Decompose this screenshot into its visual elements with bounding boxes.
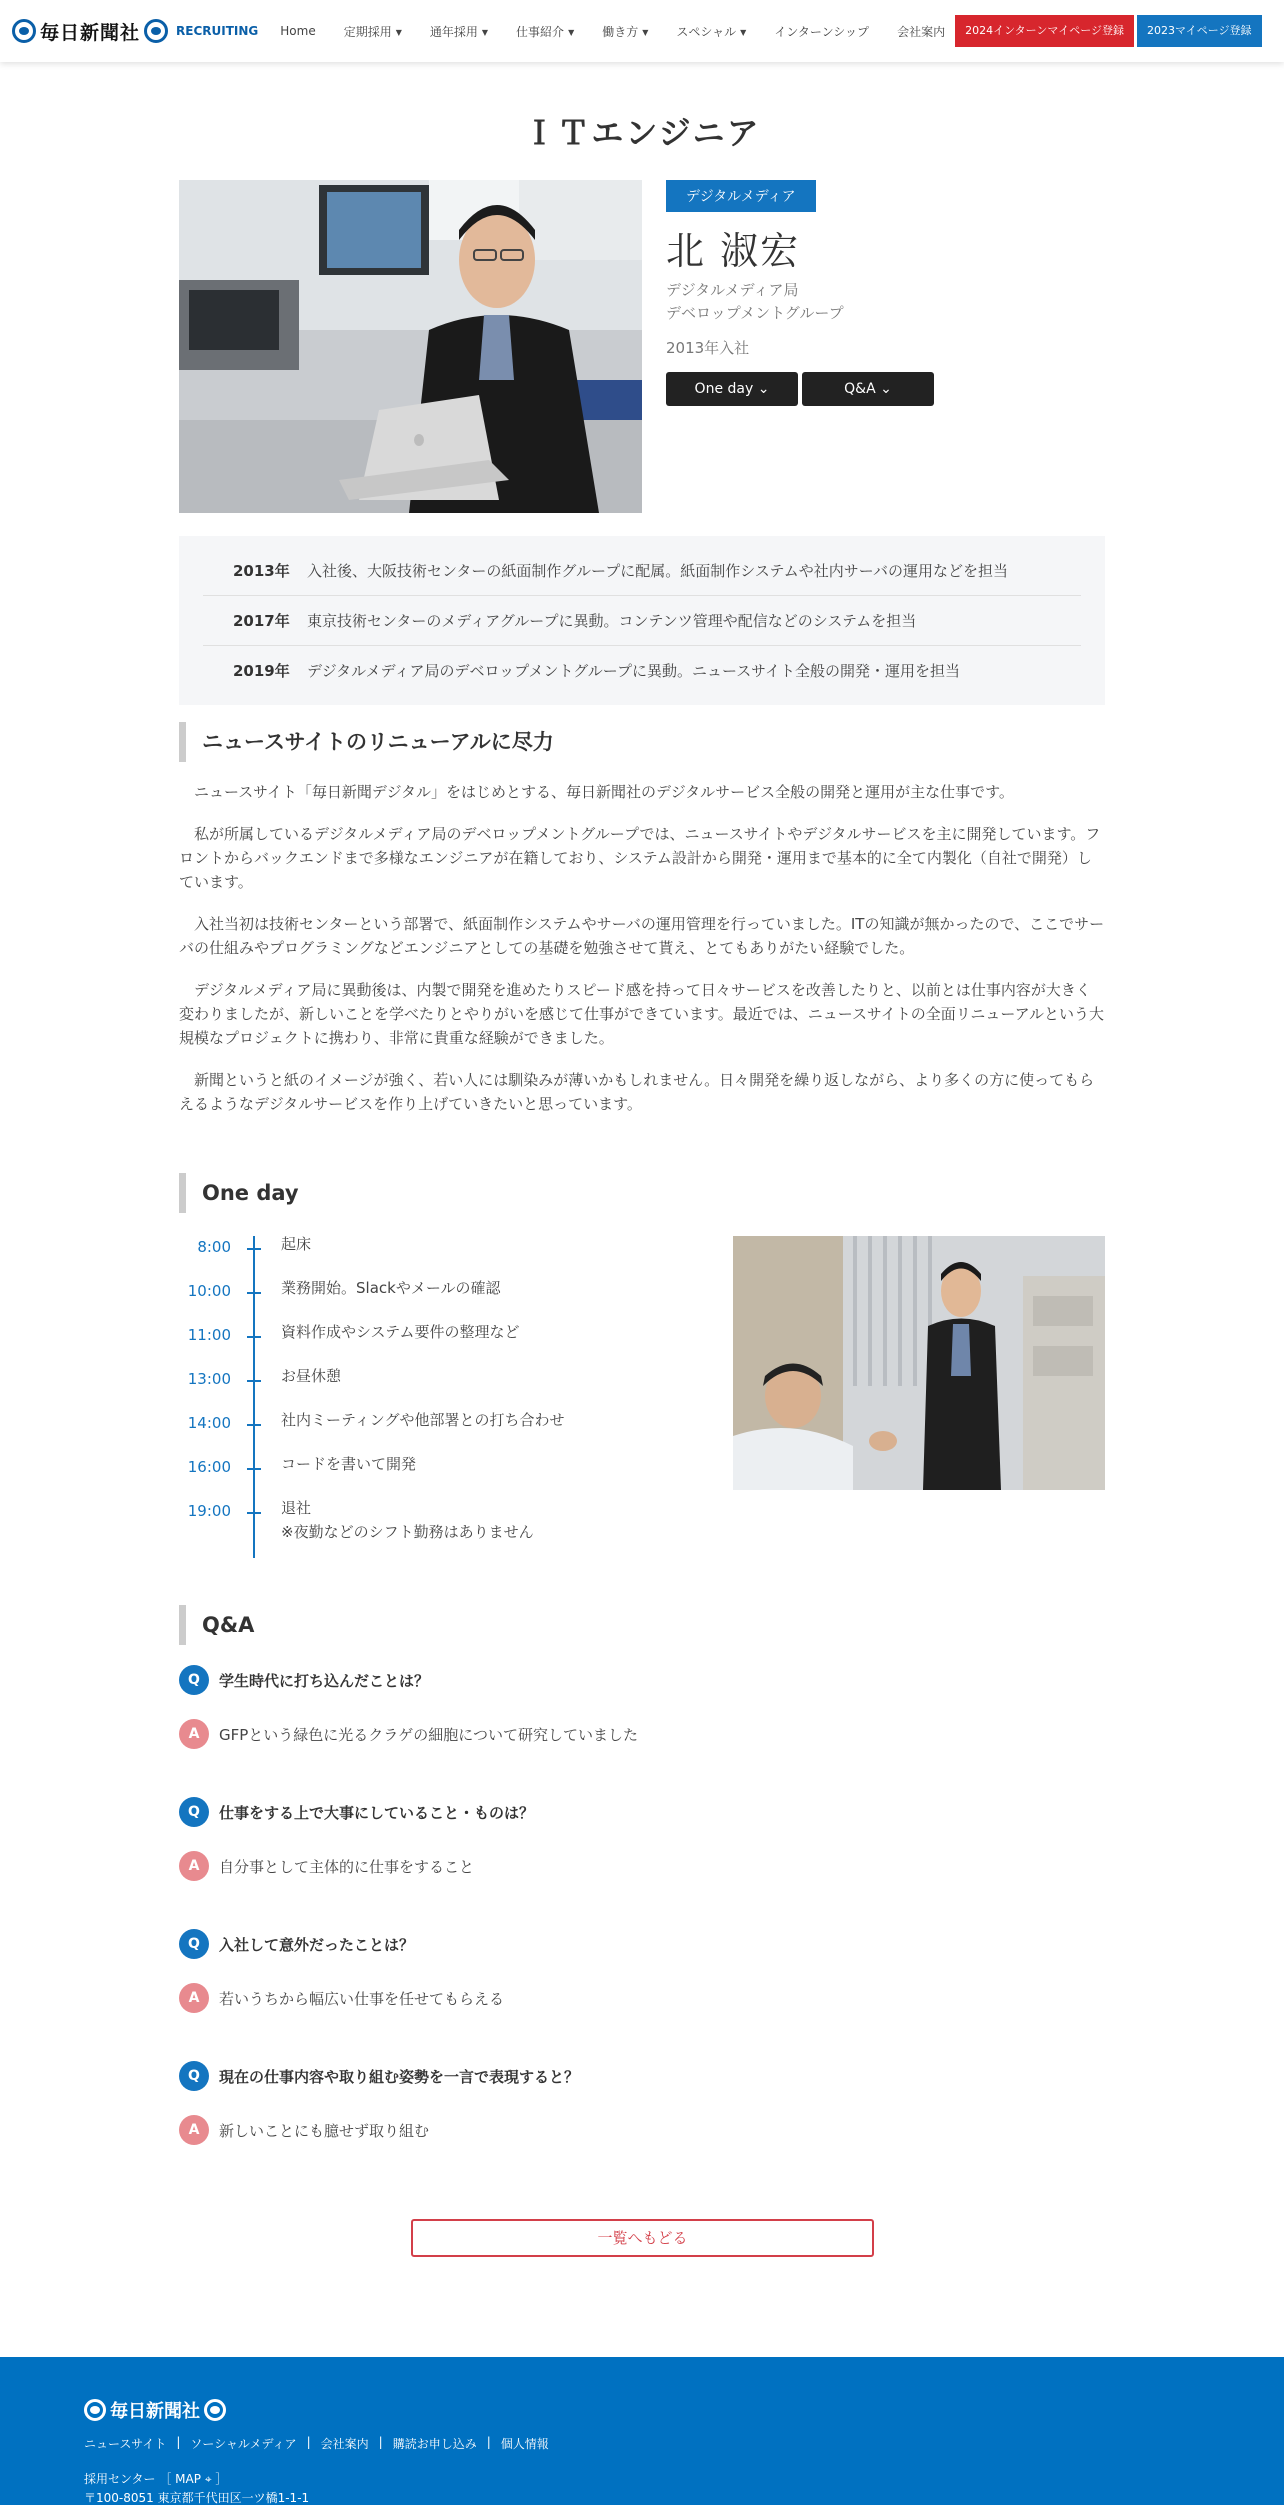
qa-item bbox=[179, 1928, 1105, 2060]
footer-contact bbox=[84, 2470, 1284, 2508]
answer-row bbox=[179, 1982, 1105, 2014]
answer-icon: A bbox=[179, 1983, 209, 2013]
timeline-tick bbox=[247, 1468, 261, 1470]
timeline-time: 19:00 bbox=[187, 1502, 231, 1520]
timeline-row bbox=[179, 1494, 679, 1554]
department-line-2: デベロップメントグループ bbox=[666, 304, 844, 322]
footer-links bbox=[84, 2435, 1284, 2452]
answer-row bbox=[179, 2114, 1105, 2146]
career-text: デジタルメディア局のデベロップメントグループに異動。ニュースサイト全般の開発・運用を担当 bbox=[307, 662, 960, 680]
footer-separator: | bbox=[486, 2435, 491, 2449]
nav-item-special[interactable]: スペシャル ▼ bbox=[676, 24, 747, 39]
article-body bbox=[179, 780, 1105, 1134]
nav-menu bbox=[280, 15, 1261, 47]
article-paragraph: 私が所属しているデジタルメディア局のデベロップメントグループでは、ニュースサイトやデジタルサービスを主に開発しています。フロントからバックエンドまで多様なエンジニアが在籍しており、システム設計から開発・運用まで基本的に全て内製化（自社で開発）しています。 bbox=[179, 825, 1101, 891]
answer-icon: A bbox=[179, 2115, 209, 2145]
profile-info bbox=[666, 180, 1106, 406]
logo-eye-icon bbox=[12, 19, 36, 43]
timeline-tick bbox=[247, 1424, 261, 1426]
timeline-text: 業務開始。Slackやメールの確認 bbox=[281, 1279, 501, 1297]
footer-address: 〒100-8051 東京都千代田区一ツ橋1-1-1 bbox=[84, 2491, 310, 2505]
footer-separator: | bbox=[378, 2435, 383, 2449]
footer-link-social[interactable]: ソーシャルメディア bbox=[190, 2437, 297, 2451]
nav-item-home[interactable]: Home bbox=[280, 24, 316, 38]
footer-link-subscribe[interactable]: 購読お申し込み bbox=[392, 2437, 477, 2451]
recruit-center-line: 採用センター ［ MAP ⌖ ］ bbox=[84, 2472, 228, 2486]
question-icon: Q bbox=[179, 1665, 209, 1695]
chevron-down-icon: ▼ bbox=[642, 27, 649, 37]
chevron-down-icon: ⌄ bbox=[880, 381, 892, 397]
chevron-down-icon: ⌄ bbox=[757, 381, 770, 397]
question-icon: Q bbox=[179, 2061, 209, 2091]
answer-row bbox=[179, 1718, 1105, 1750]
intern-mypage-button[interactable]: 2024インターンマイページ登録 bbox=[955, 15, 1134, 47]
answer-text: 若いうちから幅広い仕事を任せてもらえる bbox=[219, 1989, 505, 2008]
recruit-center-label: 採用センター bbox=[84, 2472, 156, 2486]
timeline-time: 10:00 bbox=[187, 1282, 231, 1300]
qa-jump-button[interactable]: Q&A ⌄ bbox=[802, 372, 934, 406]
department-line-1: デジタルメディア局 bbox=[666, 281, 799, 299]
footer-link-privacy[interactable]: 個人情報 bbox=[500, 2437, 549, 2451]
answer-text: GFPという緑色に光るクラゲの細胞について研究していました bbox=[219, 1725, 638, 1744]
answer-row bbox=[179, 1850, 1105, 1882]
logo-eye-icon bbox=[84, 2399, 106, 2421]
logo-eye-icon-right bbox=[144, 19, 168, 43]
answer-text: 新しいことにも臆せず取り組む bbox=[219, 2121, 430, 2140]
career-row bbox=[203, 546, 1081, 596]
timeline-row bbox=[179, 1406, 679, 1450]
person-department bbox=[666, 279, 1106, 325]
timeline-row bbox=[179, 1230, 679, 1274]
footer-separator: | bbox=[306, 2435, 311, 2449]
jump-buttons bbox=[666, 372, 1106, 406]
question-row bbox=[179, 1796, 1105, 1828]
career-text: 東京技術センターのメディアグループに異動。コンテンツ管理や配信などのシステムを担当 bbox=[307, 612, 917, 630]
timeline-time: 8:00 bbox=[197, 1238, 231, 1256]
timeline-row bbox=[179, 1362, 679, 1406]
career-row bbox=[203, 596, 1081, 646]
joined-year: 2013年入社 bbox=[666, 339, 750, 357]
timeline-time: 14:00 bbox=[187, 1414, 231, 1432]
nav-item-company[interactable]: 会社案内 bbox=[897, 24, 946, 39]
question-icon: Q bbox=[179, 1929, 209, 1959]
person-name: 北 淑宏 bbox=[666, 229, 801, 273]
logo-recruiting: RECRUITING bbox=[176, 24, 259, 38]
timeline-tick bbox=[247, 1336, 261, 1338]
timeline-text: コードを書いて開発 bbox=[281, 1455, 417, 1473]
timeline-text: お昼休憩 bbox=[281, 1367, 342, 1385]
department-badge: デジタルメディア bbox=[666, 180, 816, 212]
mypage-register-button[interactable]: 2023マイページ登録 bbox=[1137, 15, 1262, 47]
answer-icon: A bbox=[179, 1851, 209, 1881]
timeline-row bbox=[179, 1318, 679, 1362]
oneday-timeline bbox=[179, 1230, 679, 1554]
timeline-row bbox=[179, 1450, 679, 1494]
timeline-tick bbox=[247, 1248, 261, 1250]
profile-photo bbox=[179, 180, 642, 513]
question-text: 仕事をする上で大事にしていること・ものは？ bbox=[219, 1803, 535, 1822]
question-text: 現在の仕事内容や取り組む姿勢を一言で表現すると？ bbox=[219, 2067, 580, 2086]
nav-item-regular-hiring[interactable]: 定期採用 ▼ bbox=[343, 24, 402, 39]
map-pin-icon: ⌖ bbox=[204, 2472, 212, 2486]
career-year: 2019年 bbox=[233, 662, 290, 680]
chevron-down-icon: ▼ bbox=[395, 27, 402, 37]
article-heading: ニュースサイトのリニューアルに尽力 bbox=[179, 722, 554, 762]
timeline-note: ※夜勤などのシフト勤務はありません bbox=[281, 1523, 534, 1541]
timeline-tick bbox=[247, 1292, 261, 1294]
qa-heading: Q&A bbox=[179, 1605, 254, 1645]
oneday-heading: One day bbox=[179, 1173, 299, 1213]
timeline-tick bbox=[247, 1512, 261, 1514]
timeline-time: 13:00 bbox=[187, 1370, 231, 1388]
question-text: 学生時代に打ち込んだことは？ bbox=[219, 1671, 430, 1690]
timeline-tick bbox=[247, 1380, 261, 1382]
qa-item bbox=[179, 2060, 1105, 2192]
question-text: 入社して意外だったことは？ bbox=[219, 1935, 415, 1954]
map-link[interactable]: MAP bbox=[175, 2472, 201, 2486]
timeline-time: 16:00 bbox=[187, 1458, 231, 1476]
career-history bbox=[179, 536, 1105, 705]
nav-item-year-round-hiring[interactable]: 通年採用 ▼ bbox=[429, 24, 489, 39]
nav-item-internship[interactable]: インターンシップ bbox=[774, 24, 870, 39]
article-paragraph: デジタルメディア局に異動後は、内製で開発を進めたりスピード感を持って日々サービスを改善したりと、以前とは仕事内容が大きく変わりましたが、新しいことを学べたりとやりがいを感じて仕事ができています。最近では、ニュースサイトの全面リニューアルという大規模なプロジェクトに携わり、非常に貴重な経験ができました。 bbox=[179, 981, 1105, 1047]
timeline-text: 社内ミーティングや他部署との打ち合わせ bbox=[281, 1411, 565, 1429]
chevron-down-icon: ▼ bbox=[481, 27, 489, 37]
career-year: 2013年 bbox=[233, 562, 290, 580]
site-logo[interactable] bbox=[12, 18, 258, 45]
career-year: 2017年 bbox=[233, 612, 290, 630]
qa-list bbox=[179, 1664, 1105, 2192]
footer-link-company[interactable]: 会社案内 bbox=[320, 2437, 369, 2451]
logo-eye-icon-right bbox=[204, 2399, 226, 2421]
article-paragraph: ニュースサイト「毎日新聞デジタル」をはじめとする、毎日新聞社のデジタルサービス全般の開発と運用が主な仕事です。 bbox=[194, 783, 1014, 801]
footer-logo[interactable] bbox=[84, 2397, 1284, 2423]
nav-item-workstyle[interactable]: 働き方 ▼ bbox=[602, 24, 649, 39]
timeline-text bbox=[281, 1494, 534, 1554]
footer-link-news[interactable]: ニュースサイト bbox=[84, 2437, 167, 2451]
site-footer bbox=[0, 2357, 1284, 2505]
chevron-down-icon: ▼ bbox=[740, 27, 747, 37]
chevron-down-icon: ▼ bbox=[568, 27, 575, 37]
logo-text: 毎日新聞社 bbox=[40, 21, 141, 44]
qa-item bbox=[179, 1664, 1105, 1796]
question-row bbox=[179, 1664, 1105, 1696]
question-row bbox=[179, 2060, 1105, 2092]
career-text: 入社後、大阪技術センターの紙面制作グループに配属。紙面制作システムや社内サーバの運用などを担当 bbox=[307, 562, 1008, 580]
back-to-list-button[interactable]: 一覧へもどる bbox=[411, 2219, 874, 2257]
timeline-text: 起床 bbox=[281, 1235, 312, 1253]
page-title: ＩＴエンジニア bbox=[523, 114, 761, 152]
timeline-row bbox=[179, 1274, 679, 1318]
article-paragraph: 新聞というと紙のイメージが強く、若い人には馴染みが薄いかもしれません。日々開発を繰り返しながら、より多くの方に使ってもらえるようなデジタルサービスを作り上げていきたいと思っています。 bbox=[179, 1071, 1095, 1113]
timeline-text: 資料作成やシステム要件の整理など bbox=[281, 1323, 520, 1341]
oneday-jump-button[interactable]: One day ⌄ bbox=[666, 372, 798, 406]
answer-icon: A bbox=[179, 1719, 209, 1749]
top-nav bbox=[0, 0, 1284, 62]
answer-text: 自分事として主体的に仕事をすること bbox=[219, 1857, 475, 1876]
timeline-time: 11:00 bbox=[187, 1326, 231, 1344]
footer-logo-text: 毎日新聞社 bbox=[110, 2401, 200, 2422]
timeline-text-main: 退社 bbox=[281, 1499, 312, 1517]
career-row bbox=[203, 646, 1081, 695]
nav-item-jobs[interactable]: 仕事紹介 ▼ bbox=[516, 24, 575, 39]
footer-separator: | bbox=[176, 2435, 181, 2449]
question-icon: Q bbox=[179, 1797, 209, 1827]
question-row bbox=[179, 1928, 1105, 1960]
article-paragraph: 入社当初は技術センターという部署で、紙面制作システムやサーバの運用管理を行っていました。ITの知識が無かったので、ここでサーバの仕組みやプログラミングなどエンジニアとしての基礎を勉強させて貰え、とてもありがたい経験でした。 bbox=[179, 915, 1105, 957]
qa-item bbox=[179, 1796, 1105, 1928]
oneday-photo bbox=[733, 1236, 1105, 1490]
